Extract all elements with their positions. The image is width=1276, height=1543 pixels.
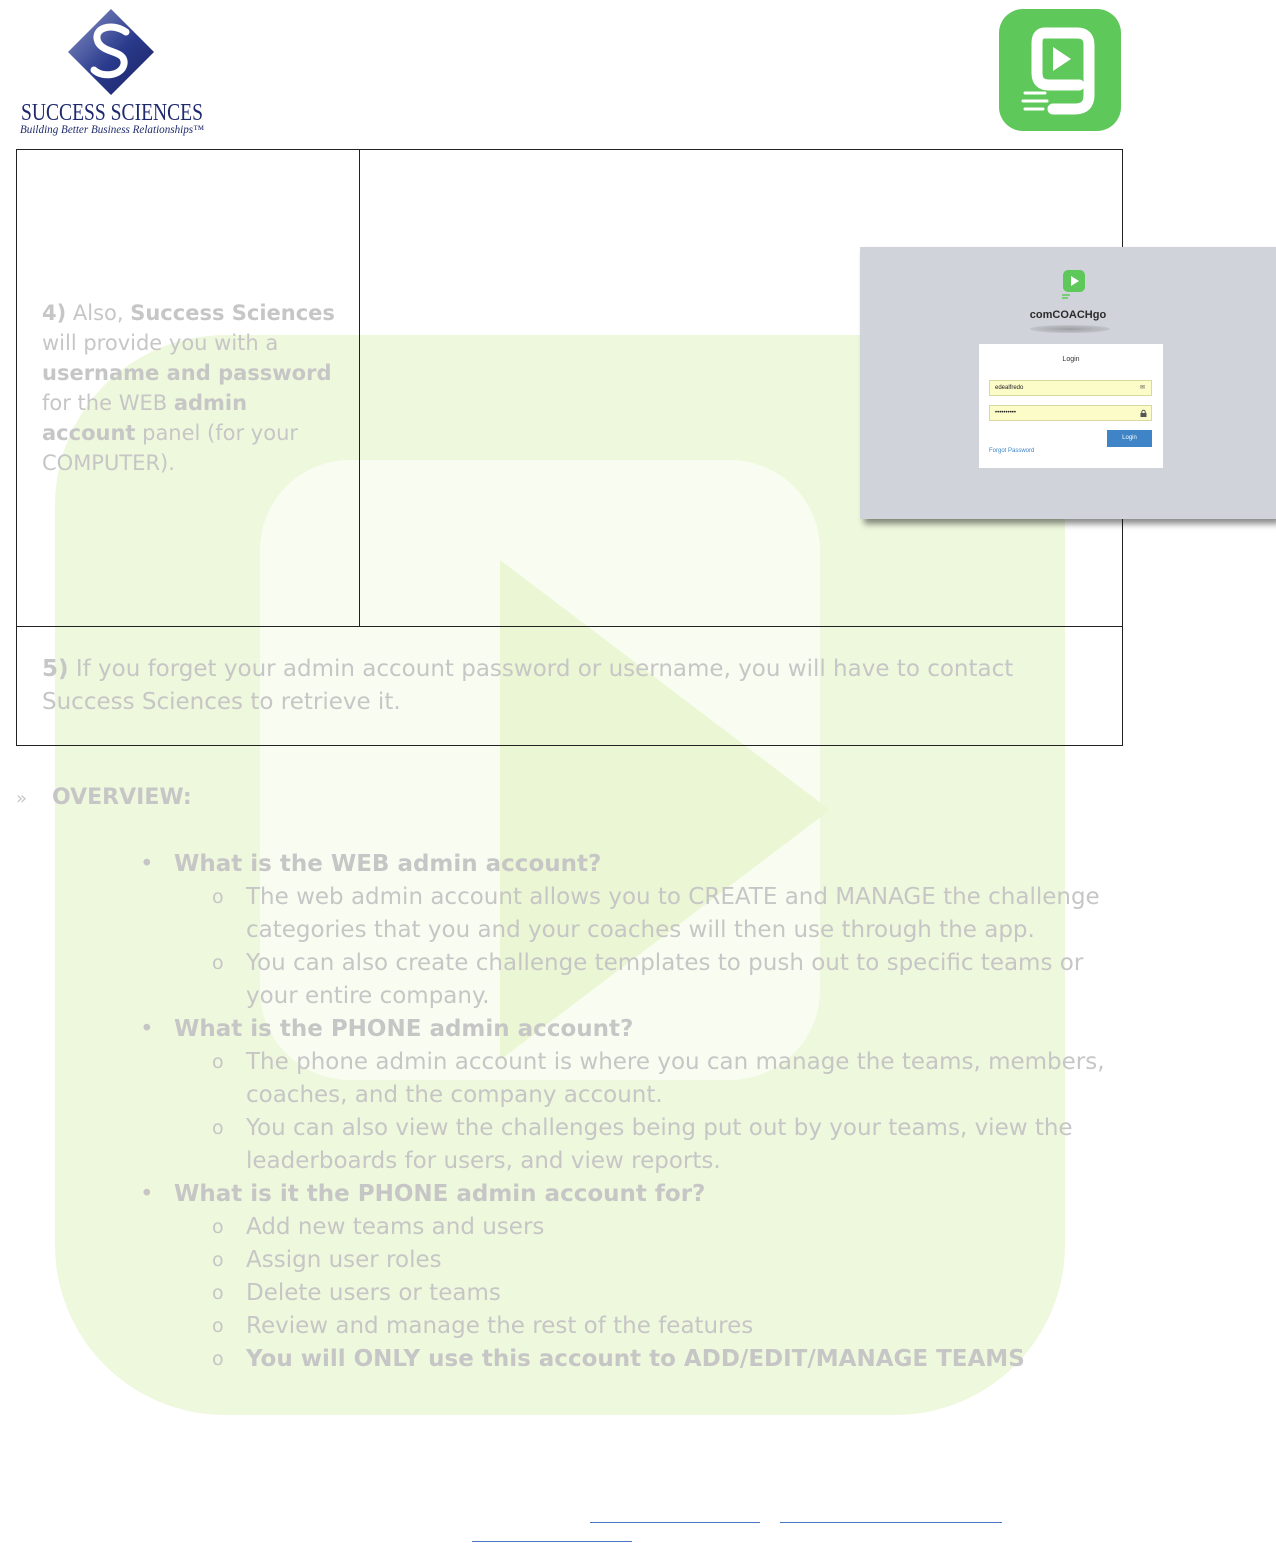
step4-text: 4) Also, Success Sciences will provide you with a username and password for the WEB admin account panel (for your COMPUTER). [42, 301, 335, 475]
instruction-table [16, 149, 1146, 746]
question-phone-admin-purpose: • What is it the PHONE admin account for? [140, 1178, 1120, 1211]
comcoachgo-icon [1062, 269, 1086, 299]
brand-shadow [1030, 325, 1110, 333]
footer-link[interactable] [472, 1541, 632, 1542]
step4-cell [17, 150, 360, 627]
footer-link[interactable] [780, 1522, 1002, 1523]
list-item: o Review and manage the rest of the features [212, 1313, 754, 1339]
company-name: SUCCESS SCIENCES [21, 100, 203, 126]
username-field[interactable] [989, 380, 1152, 396]
list-item: o Delete users or teams [212, 1280, 501, 1306]
list-item: o The web admin account allows you to CREATE and MANAGE the challenge categories that you and your coaches will then use through the app. [212, 884, 1100, 943]
login-title: Login [1062, 356, 1080, 363]
login-screenshot [860, 247, 1276, 519]
brand-name: comCOACHgo [1029, 309, 1107, 321]
password-field[interactable] [989, 405, 1152, 421]
login-button[interactable]: Login [1107, 430, 1152, 447]
lock-icon [1140, 410, 1147, 416]
arrow-bullet-icon: » [16, 788, 28, 809]
password-value: •••••••••• [995, 410, 1017, 416]
screenshot-cell [360, 150, 1146, 627]
login-panel [979, 344, 1163, 468]
list-item-emphasis: o You will ONLY use this account to ADD/EDIT/MANAGE TEAMS [212, 1346, 1025, 1372]
overview-list [140, 848, 1120, 1376]
step5-text: 5) If you forget your admin account password or username, you will have to contact Success Sciences to retrieve it. [42, 656, 1014, 715]
footer-link[interactable] [590, 1522, 760, 1523]
overview-title: OVERVIEW: [52, 785, 192, 810]
list-item: o You can also view the challenges being put out by your teams, view the leaderboards for users, and view reports. [212, 1115, 1073, 1174]
list-item: o You can also create challenge templates to push out to specific teams or your entire company. [212, 950, 1084, 1009]
step5-cell [17, 627, 1123, 746]
username-value: edealfredo [995, 385, 1024, 391]
comcoachgo-app-icon [999, 9, 1121, 131]
forgot-password-link[interactable]: Forgot Password [989, 448, 1035, 454]
question-phone-admin: • What is the PHONE admin account? [140, 1013, 1120, 1046]
overview-heading [16, 785, 192, 810]
list-item: o Assign user roles [212, 1247, 442, 1273]
list-item: o Add new teams and users [212, 1214, 545, 1240]
success-sciences-logo [18, 8, 208, 136]
question-web-admin: • What is the WEB admin account? [140, 848, 1120, 881]
list-item: o The phone admin account is where you can manage the teams, members, coaches, and the company account. [212, 1049, 1105, 1108]
envelope-icon: ✉ [1140, 385, 1146, 391]
company-tagline: Building Better Business Relationships™ [20, 124, 204, 136]
